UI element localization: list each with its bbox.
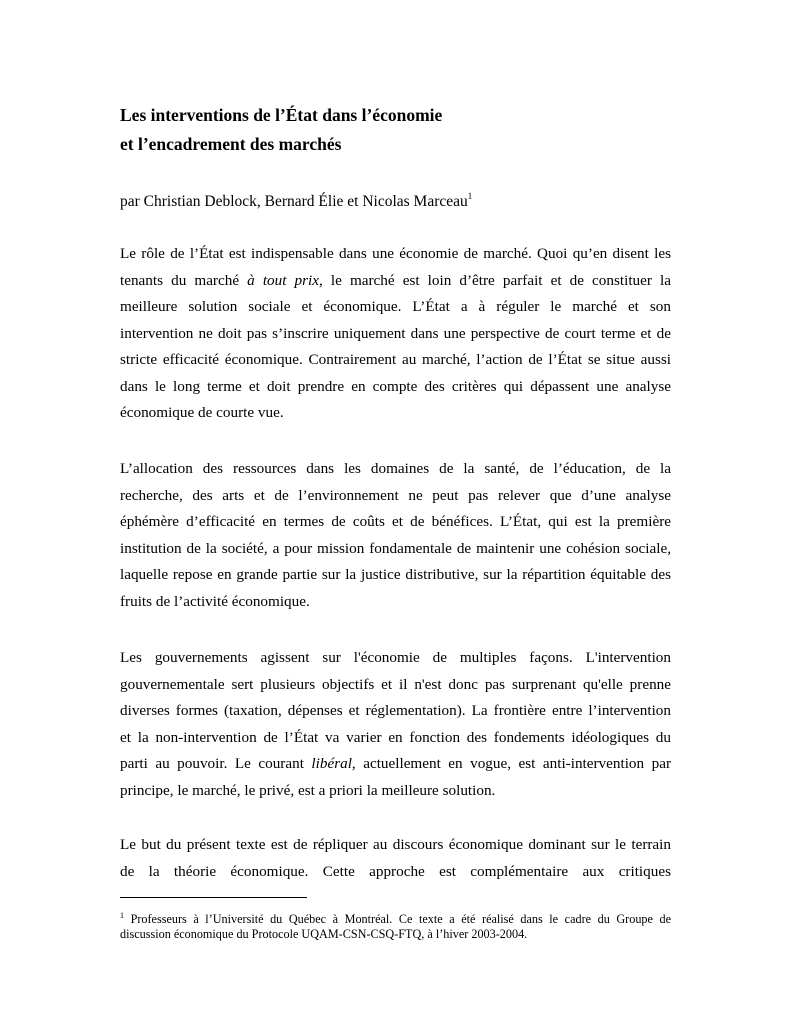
paragraph-line: meilleure solution sociale et économique. L’État a à réguler le marché et son [120,298,671,315]
paragraph-line [120,751,671,778]
paragraph-line: Les gouvernements agissent sur l'économie de multiples façons. L'intervention [120,649,671,666]
paragraph-line: gouvernementale sert plusieurs objectifs et il n'est donc pas surprenant qu'elle prenne [120,675,671,693]
document-title-line-1: Les interventions de l’État dans l’économie [120,105,443,125]
paragraph-line: stricte efficacité économique. Contrairement au marché, l’action de l’État se situe aussi [120,351,671,368]
footnote-line: discussion économique du Protocole UQAM-CSN-CSQ-FTQ, à l’hiver 2003-2004. [120,927,528,941]
paragraph-line: L’allocation des ressources dans les domaines de la santé, de l’éducation, de la [120,460,671,477]
paragraph-line: Le rôle de l’État est indispensable dans une économie de marché. Quoi qu’en disent les [120,245,671,262]
paragraph-line [120,268,671,295]
italic-text: libéral [311,755,352,772]
paragraph-line: Le but du présent texte est de répliquer au discours économique dominant sur le terrain [120,836,671,853]
paragraph-2 [120,456,671,615]
footnote-separator [120,897,307,898]
paragraph-line: économique de courte vue. [120,404,284,421]
paragraph-text: parti au pouvoir. Le courant [120,755,312,772]
footnote-ref[interactable]: 1 [467,191,473,201]
paragraph-line: diverses formes (taxation, dépenses et réglementation). La frontière entre l’intervention [120,702,671,719]
paragraph-line: de la théorie économique. Cette approche est complémentaire aux critiques [120,862,671,880]
paragraph-line: principe, le marché, le privé, est a priori la meilleure solution. [120,781,496,799]
paragraph-text: tenants du marché [120,271,248,289]
footnote-marker: 1 [120,911,124,920]
paragraph-text: , actuellement en vogue, est anti-intervention par [351,755,672,772]
paragraph-text: , le marché est loin d’être parfait et de constituer la [319,271,671,289]
byline [120,192,472,212]
paragraph-line: recherche, des arts et de l’environnement ne peut pas relever que d’une analyse [120,486,671,504]
paragraph-line: institution de la société, a pour mission fondamentale de maintenir une cohésion sociale, [120,539,671,557]
paragraph-line: éphémère d’efficacité en termes de coûts et de bénéfices. L’État, qui est la première [120,513,671,530]
italic-text: à tout prix [247,271,320,289]
paragraph-1 [120,241,671,427]
document-title-line-2: et l’encadrement des marchés [120,134,342,154]
paragraph-line: intervention ne doit pas s’inscrire uniquement dans une perspective de court terme et de [120,324,671,342]
paragraph-4 [120,832,671,885]
paragraph-line: fruits de l’activité économique. [120,592,310,610]
footnote [120,912,671,942]
footnote-line [120,912,671,927]
paragraph-line: laquelle repose en grande partie sur la justice distributive, sur la répartition équitable des [120,566,671,583]
paragraph-line: et la non-intervention de l’État va varier en fonction des fondements idéologiques du [120,728,671,746]
paragraph-3 [120,645,671,804]
byline-authors: par Christian Deblock, Bernard Élie et Nicolas Marceau [120,193,468,210]
footnote-text: Professeurs à l’Université du Québec à Montréal. Ce texte a été réalisé dans le cadre du Groupe de [124,912,671,926]
paragraph-line: dans le long terme et doit prendre en compte des critères qui dépassent une analyse [120,377,671,395]
